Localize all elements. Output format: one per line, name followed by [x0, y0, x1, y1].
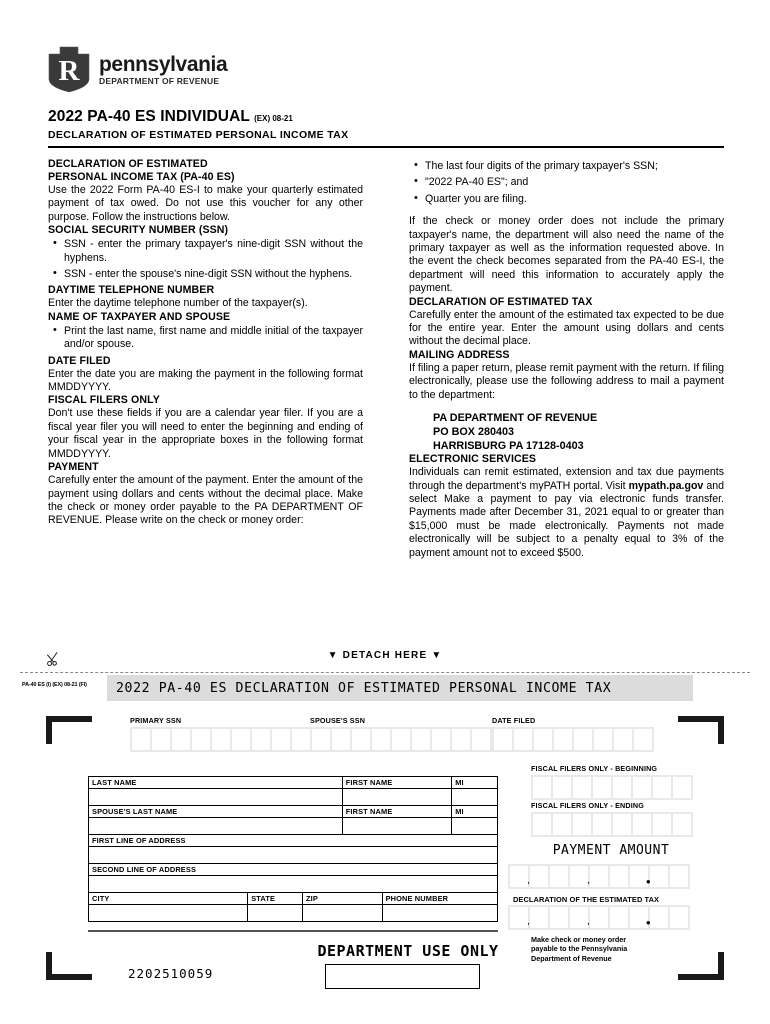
form-revision: (EX) 08-21	[254, 114, 293, 123]
entry-cell[interactable]	[533, 777, 551, 798]
entry-cell[interactable]	[534, 729, 552, 750]
fiscal-begin-label: FISCAL FILERS ONLY - BEGINNING	[531, 764, 658, 773]
entry-cell[interactable]	[610, 866, 628, 887]
table-cell[interactable]	[89, 893, 248, 921]
entry-cell[interactable]	[633, 814, 651, 835]
table-cell-label: FIRST NAME	[343, 777, 451, 789]
brand-text	[99, 52, 227, 86]
entry-cell[interactable]	[574, 729, 592, 750]
entry-cell[interactable]	[593, 777, 611, 798]
voucher-title-text: 2022 PA-40 ES DECLARATION OF ESTIMATED PERSONAL INCOME TAX	[116, 680, 612, 696]
section-heading-date-filed: DATE FILED	[48, 354, 111, 367]
entry-cell[interactable]	[593, 814, 611, 835]
header-divider	[48, 146, 724, 148]
make-check-line: Make check or money order	[531, 935, 627, 944]
entry-cell[interactable]	[514, 729, 532, 750]
make-check-note	[531, 935, 627, 963]
address-line: PO BOX 280403	[433, 426, 515, 439]
declaration-estimated-tax-label: DECLARATION OF THE ESTIMATED TAX	[513, 895, 660, 904]
check-memo-bullet-list	[409, 160, 724, 206]
fiscal-end-label: FISCAL FILERS ONLY - ENDING	[531, 801, 644, 810]
table-cell-label: MI	[452, 806, 497, 818]
table-row	[89, 806, 497, 835]
list-item: • The last four digits of the primary taxpayer's SSN;	[425, 160, 724, 173]
department-use-only-label: DEPARTMENT USE ONLY	[317, 942, 499, 960]
corner-bracket-top-left	[46, 716, 92, 744]
table-cell[interactable]	[452, 806, 497, 834]
entry-cell[interactable]	[653, 777, 671, 798]
table-cell-input[interactable]	[343, 818, 451, 834]
table-cell-label: MI	[452, 777, 497, 789]
entry-cell[interactable]	[613, 814, 631, 835]
entry-cell[interactable]	[232, 729, 250, 750]
form-title-text: 2022 PA-40 ES INDIVIDUAL	[48, 108, 250, 125]
list-item: • "2022 PA-40 ES"; and	[425, 176, 724, 189]
entry-cell[interactable]	[292, 729, 310, 750]
section-body-check-separation: If the check or money order does not include the primary taxpayer's name, the department will also need the name of the primary taxpayer as well as the information requested above. In the event the check becomes separated from the PA-40 ES-I, the department will need this information to accurately apply the payment.	[409, 215, 724, 295]
corner-bracket-bottom-left	[46, 952, 92, 980]
voucher-barcode-number: 2202510059	[128, 966, 214, 981]
entry-cell[interactable]	[152, 729, 170, 750]
table-cell[interactable]	[89, 777, 343, 805]
entry-cell[interactable]	[670, 907, 688, 928]
table-cell-label: SPOUSE'S LAST NAME	[89, 806, 342, 818]
detach-dashed-line	[20, 672, 750, 673]
entry-cell[interactable]	[392, 729, 410, 750]
entry-cell[interactable]	[653, 814, 671, 835]
instructions-left-column	[48, 158, 363, 560]
instructions-columns	[48, 158, 724, 560]
declaration-estimated-tax-field[interactable]	[508, 905, 690, 930]
table-cell-label: FIRST NAME	[343, 806, 451, 818]
date-filed-label: DATE FILED	[492, 716, 536, 725]
table-cell-label: LAST NAME	[89, 777, 342, 789]
entry-cell[interactable]	[172, 729, 190, 750]
section-heading-fiscal-filers: FISCAL FILERS ONLY	[48, 394, 160, 407]
section-body-fiscal-filers: Don't use these fields if you are a calendar year filer. If you are a fiscal year filer you will need to enter the beginning and ending of your fiscal year in the appropriate boxes in the following format MMDDYYYY.	[48, 407, 363, 460]
entry-cell[interactable]	[570, 866, 588, 887]
section-heading-mailing-address: MAILING ADDRESS	[409, 348, 510, 361]
section-heading-declaration-line2: PERSONAL INCOME TAX (PA-40 ES)	[48, 171, 235, 183]
section-heading-electronic-services: ELECTRONIC SERVICES	[409, 453, 537, 466]
name-table-bottom-rule	[88, 930, 498, 932]
electronic-services-text-pre: Individuals can remit estimated, extension and tax due payments through the department's myPATH portal. Visit	[409, 466, 724, 492]
agency-logo	[48, 44, 724, 94]
list-item: • SSN - enter the spouse's nine-digit SSN without the hyphens.	[64, 268, 363, 281]
svg-text:R: R	[58, 54, 80, 87]
spouse-ssn-field[interactable]	[310, 716, 492, 752]
entry-cell[interactable]	[594, 729, 612, 750]
entry-cell[interactable]	[432, 729, 450, 750]
table-cell-input[interactable]	[248, 905, 302, 921]
list-item: • Print the last name, first name and middle initial of the taxpayer and/or spouse.	[64, 325, 363, 352]
voucher-title-bar	[107, 675, 693, 701]
entry-cell[interactable]	[527, 866, 548, 887]
spouse-ssn-label: SPOUSE'S SSN	[310, 716, 366, 725]
section-body-payment: Carefully enter the amount of the payment. Enter the amount of the payment using dollars and cents without the decimal place. Make the check or money order payable to the PA DEPARTMENT OF REVENUE. Please write on the check or money order:	[48, 474, 363, 527]
table-cell-input[interactable]	[89, 847, 497, 863]
department-use-only-box[interactable]	[325, 964, 480, 989]
section-heading-telephone: DAYTIME TELEPHONE NUMBER	[48, 284, 215, 297]
table-cell[interactable]	[248, 893, 303, 921]
payment-amount-title: PAYMENT AMOUNT	[552, 843, 670, 858]
section-heading-name: NAME OF TAXPAYER AND SPOUSE	[48, 310, 231, 323]
section-body-date-filed: Enter the date you are making the payment in the following format MMDDYYYY.	[48, 367, 363, 394]
entry-cell[interactable]	[412, 729, 430, 750]
primary-ssn-field[interactable]	[130, 716, 312, 752]
section-body-mailing-address: If filing a paper return, please remit payment with the return. If filing electronically, please use the following address to mail a payment to the department:	[409, 361, 724, 401]
entry-cell[interactable]	[132, 729, 150, 750]
table-row	[89, 864, 497, 893]
table-cell[interactable]	[343, 806, 452, 834]
corner-bracket-bottom-right	[678, 952, 724, 980]
section-heading-declaration-line1: DECLARATION OF ESTIMATED	[48, 158, 208, 170]
entry-cell[interactable]	[646, 907, 668, 930]
instructions-right-column	[409, 158, 724, 560]
declaration-estimated-tax-cells[interactable]	[508, 905, 690, 930]
table-cell-input[interactable]	[303, 905, 382, 921]
entry-cell[interactable]	[587, 907, 608, 928]
payment-amount-field[interactable]	[508, 864, 690, 889]
voucher-form-code: PA-40 ES (I) (EX) 08-21 (FI)	[22, 682, 87, 688]
comma-separator: ,	[587, 875, 590, 886]
entry-cell[interactable]	[212, 729, 230, 750]
table-row	[89, 893, 497, 921]
table-cell[interactable]	[89, 806, 343, 834]
entry-cell[interactable]	[634, 729, 652, 750]
primary-ssn-cells[interactable]	[130, 727, 312, 752]
fiscal-begin-cells[interactable]	[531, 775, 693, 800]
entry-cell[interactable]	[553, 814, 571, 835]
entry-cell[interactable]	[452, 729, 470, 750]
table-row	[89, 777, 497, 806]
entry-cell[interactable]	[573, 777, 591, 798]
corner-bracket-top-right	[678, 716, 724, 744]
table-cell-input[interactable]	[89, 818, 342, 834]
electronic-services-text-post: and select Make a payment to pay via electronic funds transfer. Payments made after December 31, 2021 equal to or greater than $15,000 must be made electronically. Payments not made electronically will be subject to a penalty equal to 3% of the payment amount not to exceed $500.	[409, 479, 724, 559]
primary-ssn-label: PRIMARY SSN	[130, 716, 182, 725]
entry-cell[interactable]	[312, 729, 330, 750]
table-cell-input[interactable]	[452, 789, 497, 805]
entry-cell[interactable]	[673, 814, 691, 835]
make-check-line: Department of Revenue	[531, 953, 612, 963]
section-body-estimated-tax: Carefully enter the amount of the estimated tax expected to be due for the entire year. Enter the amount using dollars and cents without the decimal place.	[409, 308, 724, 348]
page-title	[48, 108, 724, 126]
section-body-electronic-services	[409, 466, 724, 560]
list-item: • Quarter you are filing.	[425, 193, 724, 206]
section-heading-payment: PAYMENT	[48, 461, 99, 474]
comma-separator: ,	[527, 875, 530, 886]
table-cell-label: PHONE NUMBER	[383, 893, 497, 905]
section-heading-estimated-tax: DECLARATION OF ESTIMATED TAX	[409, 295, 593, 308]
entry-cell[interactable]	[614, 729, 632, 750]
fiscal-begin-field[interactable]	[531, 764, 693, 800]
table-cell-input[interactable]	[383, 905, 497, 921]
entry-cell[interactable]	[472, 729, 490, 750]
list-item: • SSN - enter the primary taxpayer's nine-digit SSN without the hyphens.	[64, 238, 363, 265]
table-cell[interactable]	[89, 864, 497, 892]
make-check-line: payable to the Pennsylvania	[531, 944, 628, 954]
address-line: HARRISBURG PA 17128-0403	[433, 440, 584, 453]
spouse-ssn-cells[interactable]	[310, 727, 492, 752]
entry-cell[interactable]	[494, 729, 512, 750]
table-cell-label: STATE	[248, 893, 302, 905]
entry-cell[interactable]	[587, 866, 608, 887]
entry-cell[interactable]	[510, 907, 528, 928]
entry-cell[interactable]	[372, 729, 390, 750]
table-cell-label: ZIP	[303, 893, 382, 905]
brand-subtitle: DEPARTMENT OF REVENUE	[99, 76, 220, 87]
entry-cell[interactable]	[510, 866, 528, 887]
entry-cell[interactable]	[673, 777, 691, 798]
form-header	[48, 44, 724, 148]
date-filed-cells[interactable]	[492, 727, 654, 752]
entry-cell[interactable]	[533, 814, 551, 835]
table-cell-input[interactable]	[89, 789, 342, 805]
table-cell[interactable]	[89, 835, 497, 863]
entry-cell[interactable]	[553, 777, 571, 798]
table-cell[interactable]	[303, 893, 383, 921]
table-cell-input[interactable]	[343, 789, 451, 805]
entry-cell[interactable]	[527, 907, 548, 928]
comma-separator: ,	[587, 916, 590, 927]
entry-cell[interactable]	[633, 777, 651, 798]
entry-cell[interactable]	[252, 729, 270, 750]
entry-cell[interactable]	[352, 729, 370, 750]
mailing-address-block	[433, 411, 724, 453]
entry-cell[interactable]	[646, 866, 668, 889]
entry-cell[interactable]	[550, 907, 568, 928]
table-cell[interactable]	[452, 777, 497, 805]
entry-cell[interactable]	[670, 866, 688, 887]
section-body-declaration: Use the 2022 Form PA-40 ES-I to make your quarterly estimated payment of tax owed. Do not use this voucher for any other purpose. Follow the instructions below.	[48, 184, 363, 223]
name-address-table[interactable]	[88, 776, 498, 922]
table-cell-input[interactable]	[89, 876, 497, 892]
table-cell-label: CITY	[89, 893, 247, 905]
section-heading-ssn: SOCIAL SECURITY NUMBER (SSN)	[48, 224, 229, 237]
table-cell-label: SECOND LINE OF ADDRESS	[89, 864, 497, 876]
entry-cell[interactable]	[570, 907, 588, 928]
entry-cell[interactable]	[272, 729, 290, 750]
entry-cell[interactable]	[332, 729, 350, 750]
entry-cell[interactable]	[610, 907, 628, 928]
fiscal-end-field[interactable]	[531, 801, 693, 837]
payment-amount-cells[interactable]	[508, 864, 690, 889]
comma-separator: ,	[527, 916, 530, 927]
section-body-telephone: Enter the daytime telephone number of the taxpayer(s).	[48, 297, 308, 310]
mypath-link[interactable]: mypath.pa.gov	[628, 479, 704, 492]
table-cell[interactable]	[383, 893, 497, 921]
table-row	[89, 835, 497, 864]
name-bullet-list	[48, 325, 363, 352]
entry-cell[interactable]	[573, 814, 591, 835]
table-cell[interactable]	[343, 777, 452, 805]
entry-cell[interactable]	[613, 777, 631, 798]
date-filed-field[interactable]	[492, 716, 654, 752]
fiscal-end-cells[interactable]	[531, 812, 693, 837]
decimal-point: •	[646, 874, 651, 889]
address-line: PA DEPARTMENT OF REVENUE	[433, 412, 598, 425]
decimal-point: •	[646, 915, 651, 930]
brand-name: pennsylvania	[99, 53, 228, 77]
table-cell-label: FIRST LINE OF ADDRESS	[89, 835, 497, 847]
table-cell-input[interactable]	[89, 905, 247, 921]
detach-here-label: ▼ DETACH HERE ▼	[327, 650, 443, 661]
keystone-logo-icon	[48, 46, 90, 93]
entry-cell[interactable]	[554, 729, 572, 750]
form-subtitle: DECLARATION OF ESTIMATED PERSONAL INCOME TAX	[48, 129, 349, 141]
table-cell-input[interactable]	[452, 818, 497, 834]
entry-cell[interactable]	[550, 866, 568, 887]
ssn-bullet-list	[48, 238, 363, 281]
entry-cell[interactable]	[192, 729, 210, 750]
